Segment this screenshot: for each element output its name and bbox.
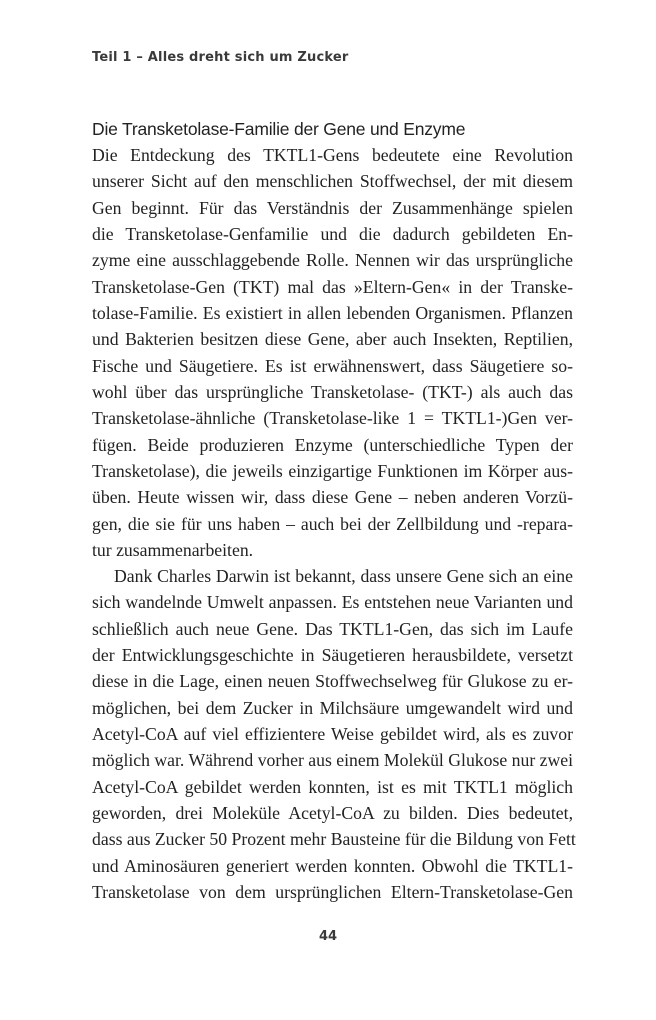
text-line: möglich war. Während vorher aus einem Molekül Glukose nur zwei [92,750,574,771]
text-line: zyme eine ausschlaggebende Rolle. Nennen wir das ursprüngliche [92,250,573,271]
text-line: fügen. Beide produzieren Enzyme (unterschiedliche Typen der [92,434,573,455]
text-line: und Aminosäuren generiert werden konnten. Obwohl die TKTL1- [92,855,573,876]
text-line: Acetyl-CoA auf viel effizientere Weise gebildet wird, als es zuvor [92,724,573,745]
text-line: Transketolase-Gen (TKT) mal das »Eltern-Gen« in der Transke- [92,276,573,297]
text-line: üben. Heute wissen wir, dass diese Gene – neben anderen Vorzü- [92,487,573,508]
text-line: geworden, drei Moleküle Acetyl-CoA zu bilden. Dies bedeutet, [92,803,573,824]
text-line: Fische und Säugetiere. Es ist erwähnenswert, dass Säugetiere so- [92,355,573,376]
text-line: Gen beginnt. Für das Verständnis der Zusammenhänge spielen [92,197,573,218]
text-line: Die Entdeckung des TKTL1-Gens bedeutete eine Revolution [92,145,573,165]
running-head: Teil 1 – Alles dreht sich um Zucker [92,50,349,65]
text-line: Transketolase von dem ursprünglichen Eltern-Transketolase-Gen [92,882,573,903]
page-number: 44 [318,929,338,944]
text-line: gen, die sie für uns haben – auch bei der Zellbildung und -repara- [92,513,573,534]
text-line: tur zusammenarbeiten. [92,540,254,561]
text-line: der Entwicklungsgeschichte in Säugetieren herausbildete, versetzt [92,645,573,666]
text-line: die Transketolase-Genfamilie und die dadurch gebildeten En- [92,224,573,245]
paragraph-1 [92,142,573,564]
text-line: Transketolase), die jeweils einzigartige Funktionen im Körper aus- [92,461,573,482]
text-line: möglichen, bei dem Zucker in Milchsäure umgewandelt wird und [92,697,573,718]
text-line: tolase-Familie. Es existiert in allen lebenden Organismen. Pflanzen [92,303,573,324]
section-heading: Die Transketolase-Familie der Gene und Enzyme [92,119,466,139]
text-line: wohl über das ursprüngliche Transketolase- (TKT-) als auch das [92,382,573,403]
paragraph-2 [92,563,576,905]
text-line: diese in die Lage, einen neuen Stoffwechselweg für Glukose zu er- [92,671,573,692]
text-line: unserer Sicht auf den menschlichen Stoffwechsel, der mit diesem [92,171,573,192]
text-line: schließlich auch neue Gene. Das TKTL1-Gen, das sich im Laufe [92,618,573,639]
text-line: und Bakterien besitzen diese Gene, aber auch Insekten, Reptilien, [92,329,573,350]
text-line: dass aus Zucker 50 Prozent mehr Bausteine für die Bildung von Fett [92,829,576,850]
text-line: Acetyl-CoA gebildet werden konnten, ist es mit TKTL1 möglich [92,776,573,797]
text-line: Transketolase-ähnliche (Transketolase-like 1 = TKTL1-)Gen ver- [92,408,573,429]
text-line: sich wandelnde Umwelt anpassen. Es entstehen neue Varianten und [92,592,573,613]
text-line: Dank Charles Darwin ist bekannt, dass unsere Gene sich an eine [114,566,573,586]
